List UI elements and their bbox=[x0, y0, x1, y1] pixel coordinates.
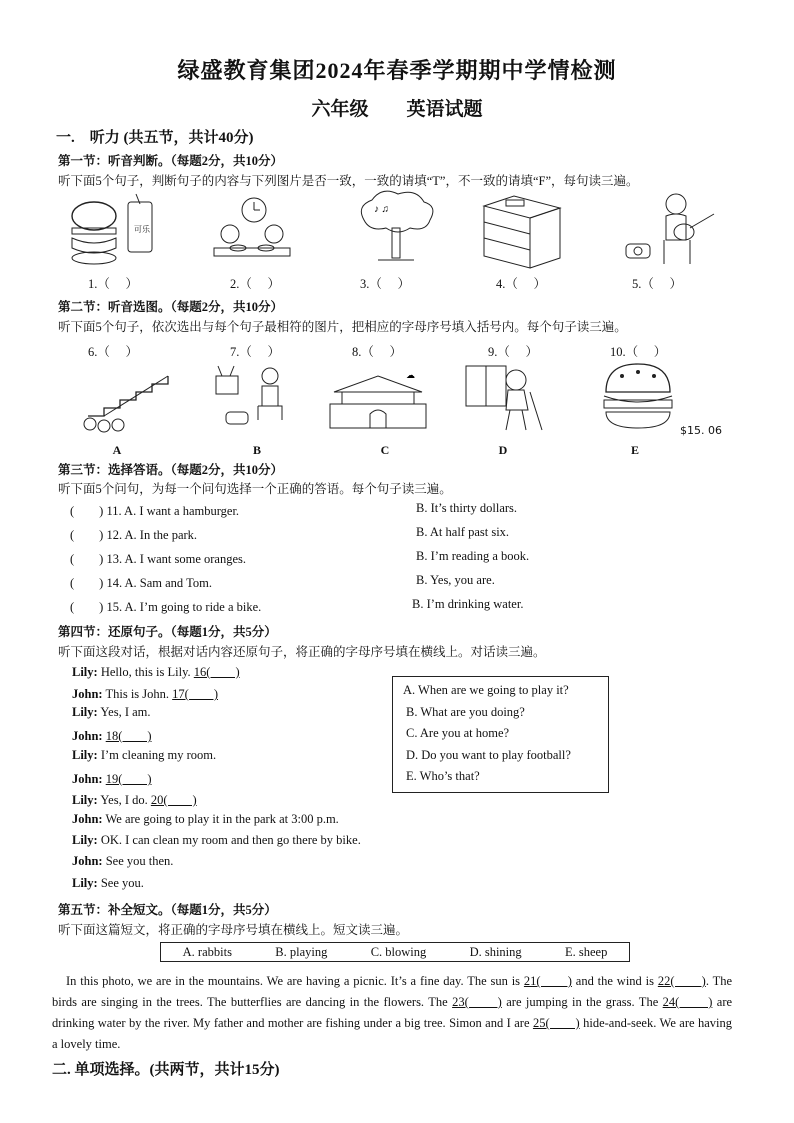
sec4-option-b: B. What are you doing? bbox=[406, 705, 525, 719]
subject-label: 英语试题 bbox=[406, 99, 483, 120]
blank-24[interactable]: 24( ) bbox=[662, 995, 713, 1009]
sec4-instructions: 听下面这段对话，根据对话内容还原句子，将正确的字母序号填在横线上。对话读三遍。 bbox=[58, 645, 546, 659]
q15-option-b: B. I’m drinking water. bbox=[412, 597, 524, 611]
q12-option-b: B. At half past six. bbox=[416, 525, 510, 539]
sec3-title: 第三节：选择答语。（每题2分，共10分） bbox=[58, 463, 284, 477]
sec4-option-c: C. Are you at home? bbox=[406, 726, 510, 740]
word-d: D. shining bbox=[469, 944, 522, 959]
sec1-instructions: 听下面5个句子，判断句子的内容与下列图片是否一致，一致的请填“T”，不一致的请填“F”，每句读三遍。 bbox=[58, 174, 639, 188]
dialog-line-3: Lily: Yes, I am. bbox=[72, 705, 151, 719]
item-2[interactable]: 2.（ ） bbox=[230, 277, 281, 291]
sec5-passage: In this photo, we are in the mountains. We are having a picnic. It’s a fine day. The sun is 21( ) and the wind is 22( ). The birds are singing in the trees. The butterflies are dancing in the flowers. The 23( ) are jumping in the grass. The 24( ) are drinking water by the river. My father and mother are fishing under a big tree. Simon and I are 25( ) hide-and-seek. We are having a lovely time. bbox=[52, 974, 733, 1051]
word-b: B. playing bbox=[275, 944, 328, 959]
dialog-line-5: Lily: I’m cleaning my room. bbox=[72, 748, 217, 762]
svg-text:☁: ☁ bbox=[406, 370, 415, 380]
dialog-line-2: John: This is John. 17( ) bbox=[72, 687, 218, 701]
q13-option-b: B. I’m reading a book. bbox=[416, 549, 530, 563]
page-title: 绿盛教育集团2024年春季学期期中学情检测 bbox=[177, 58, 617, 83]
item-1[interactable]: 1.（ ） bbox=[88, 277, 139, 291]
dialog-line-8: John: We are going to play it in the park at 3:00 p.m. bbox=[72, 812, 339, 826]
word-a: A. rabbits bbox=[182, 944, 232, 959]
blank-23[interactable]: 23( ) bbox=[452, 995, 502, 1009]
svg-text:可乐: 可乐 bbox=[134, 225, 150, 234]
sec4-option-a: A. When are we going to play it? bbox=[403, 683, 569, 697]
grade-label: 六年级 bbox=[311, 99, 369, 120]
pic-label-b: B bbox=[252, 443, 261, 457]
item-8[interactable]: 8.（ ） bbox=[352, 345, 403, 359]
dialog-line-9: Lily: OK. I can clean my room and then go there by bike. bbox=[72, 833, 361, 847]
sec4-option-e: E. Who’s that? bbox=[406, 769, 480, 783]
sec5-word-bank bbox=[160, 942, 630, 962]
item-6[interactable]: 6.（ ） bbox=[88, 345, 139, 359]
sec4-options-box bbox=[392, 676, 609, 793]
blank-19[interactable]: 19( ) bbox=[105, 772, 152, 786]
item-5[interactable]: 5.（ ） bbox=[632, 277, 683, 291]
item-7[interactable]: 7.（ ） bbox=[230, 345, 281, 359]
item-10[interactable]: 10.（ ） bbox=[610, 345, 667, 359]
page-subtitle bbox=[0, 94, 794, 121]
dialog-line-10: John: See you then. bbox=[72, 854, 174, 868]
books-picture bbox=[476, 192, 564, 270]
item-9[interactable]: 9.（ ） bbox=[488, 345, 539, 359]
dialog-line-1: Lily: Hello, this is Lily. 16( ) bbox=[72, 665, 240, 679]
sec2-title: 第二节：听音选图。（每题2分，共10分） bbox=[58, 300, 284, 314]
q11-option-b: B. It’s thirty dollars. bbox=[416, 501, 518, 515]
tv-telephone-picture bbox=[210, 364, 294, 434]
sec4-title: 第四节：还原句子。（每题1分，共5分） bbox=[58, 625, 277, 639]
dialog-line-6: John: 19( ) bbox=[72, 772, 152, 786]
q14-option-b: B. Yes, you are. bbox=[416, 573, 495, 587]
dialog-line-4: John: 18( ) bbox=[72, 729, 152, 743]
sec4-option-d: D. Do you want to play football? bbox=[406, 748, 571, 762]
blank-21[interactable]: 21( ) bbox=[523, 974, 572, 988]
blank-18[interactable]: 18( ) bbox=[105, 729, 152, 743]
blank-16[interactable]: 16( ) bbox=[193, 665, 240, 679]
pic-label-d: D bbox=[498, 443, 508, 457]
price-label: $15. 06 bbox=[680, 424, 722, 437]
sec1-title: 第一节：听音判断。（每题2分，共10分） bbox=[58, 154, 284, 168]
stairs-oranges-picture bbox=[78, 362, 178, 434]
q15[interactable]: ( ) 15. A. I’m going to ride a bike. bbox=[70, 600, 262, 614]
sec2-instructions: 听下面5个句子，依次选出与每个句子最相符的图片，把相应的字母序号填入括号内。每个句子读三遍。 bbox=[58, 320, 627, 334]
item-4[interactable]: 4.（ ） bbox=[496, 277, 547, 291]
hamburger-drink-picture bbox=[66, 192, 166, 270]
q12[interactable]: ( ) 12. A. In the park. bbox=[70, 528, 198, 542]
word-e: E. sheep bbox=[564, 944, 608, 959]
boy-sweeping-picture bbox=[464, 364, 548, 436]
blank-22[interactable]: 22( ) bbox=[657, 974, 706, 988]
pic-label-c: C bbox=[380, 443, 390, 457]
dialog-line-7: Lily: Yes, I do. 20( ) bbox=[72, 793, 197, 807]
pic-label-a: A bbox=[112, 443, 122, 457]
family-dinner-clock-picture bbox=[208, 196, 296, 268]
sec5-instructions: 听下面这篇短文，将正确的字母序号填在横线上。短文读三遍。 bbox=[58, 923, 409, 937]
dialog-line-11: Lily: See you. bbox=[72, 876, 144, 890]
blank-20[interactable]: 20( ) bbox=[150, 793, 197, 807]
tiananmen-picture bbox=[328, 364, 428, 436]
item-3[interactable]: 3.（ ） bbox=[360, 277, 411, 291]
part2-title: 二. 单项选择。(共两节，共计15分) bbox=[52, 1062, 280, 1078]
word-c: C. blowing bbox=[370, 944, 427, 959]
blank-17[interactable]: 17( ) bbox=[172, 687, 218, 701]
q11[interactable]: ( ) 11. A. I want a hamburger. bbox=[70, 504, 240, 518]
sec5-title: 第五节：补全短文。（每题1分，共5分） bbox=[58, 903, 277, 917]
q14[interactable]: ( ) 14. A. Sam and Tom. bbox=[70, 576, 212, 590]
part1-title: 一. 听力 (共五节，共计40分) bbox=[56, 130, 254, 146]
q13[interactable]: ( ) 13. A. I want some oranges. bbox=[70, 552, 247, 566]
birds-tree-picture bbox=[354, 190, 438, 270]
hamburger-picture bbox=[600, 362, 678, 434]
svg-text:♪ ♫: ♪ ♫ bbox=[374, 204, 389, 215]
pic-label-e: E bbox=[630, 443, 639, 457]
sec3-instructions: 听下面5个问句，为每一个问句选择一个正确的答语。每个句子读三遍。 bbox=[58, 482, 452, 496]
guitar-phone-picture bbox=[620, 190, 724, 270]
blank-25[interactable]: 25( ) bbox=[532, 1016, 580, 1030]
